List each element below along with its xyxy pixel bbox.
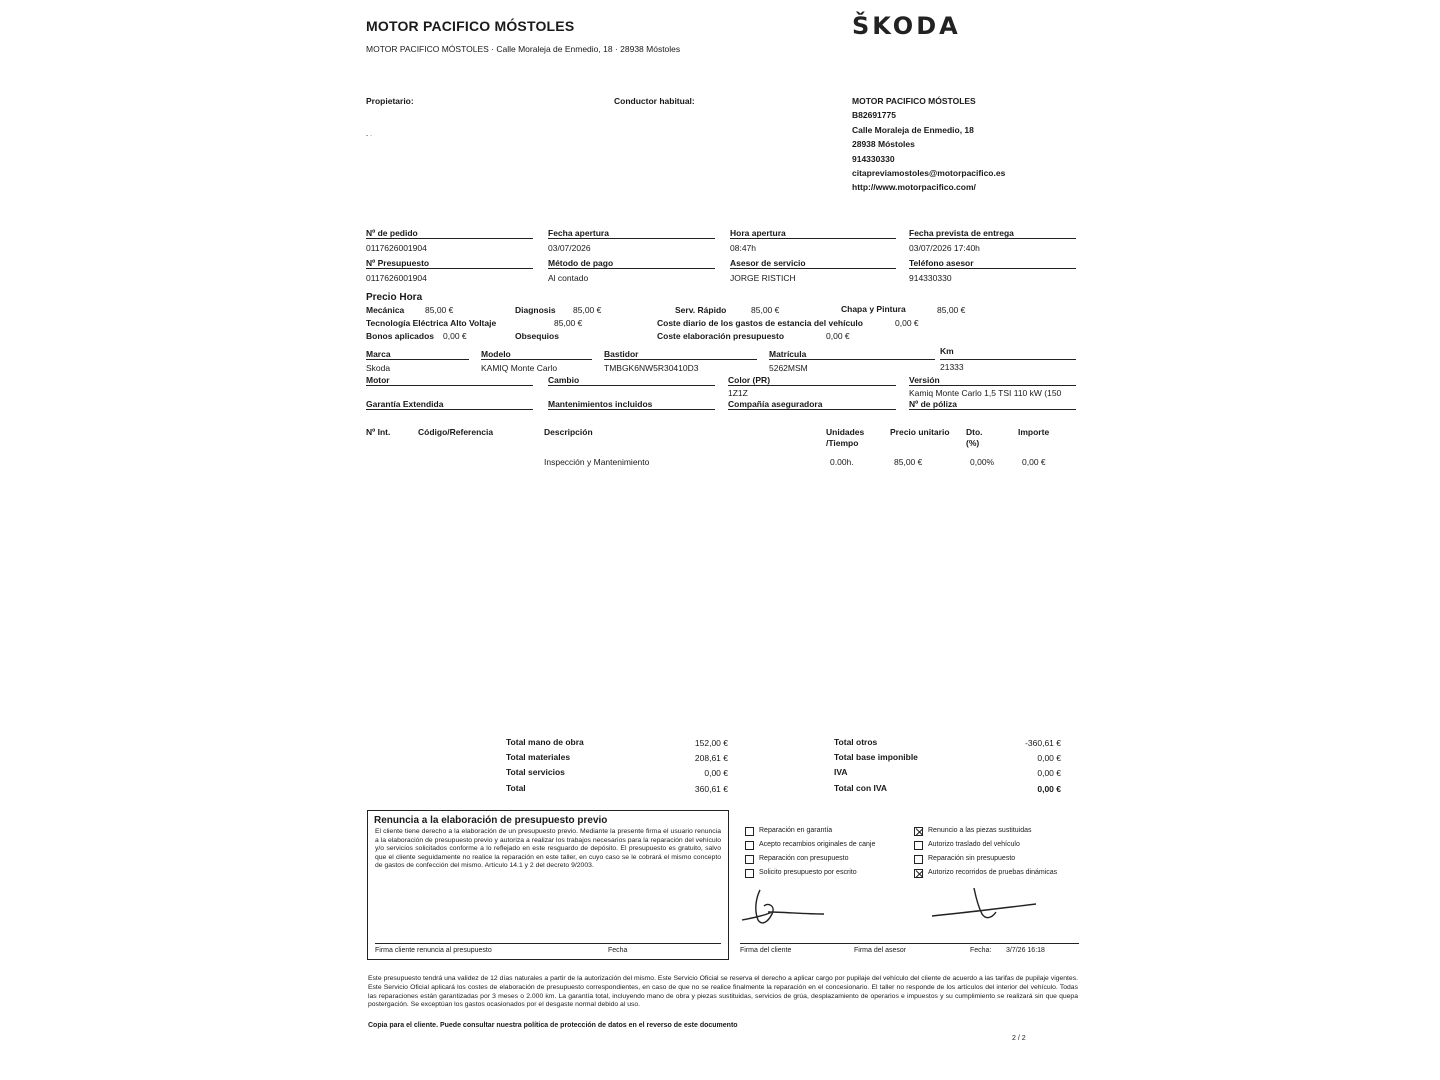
checkbox-traslado-vehiculo[interactable] bbox=[914, 841, 923, 850]
elaboracion-label: Coste elaboración presupuesto bbox=[657, 331, 785, 341]
checkbox-recambios-canje[interactable] bbox=[745, 841, 754, 850]
driver-label: Conductor habitual: bbox=[614, 96, 695, 106]
client-signature-image bbox=[738, 884, 830, 930]
marca-value: Skoda bbox=[366, 363, 391, 373]
bastidor-value: TMBGK6NW5R30410D3 bbox=[604, 363, 699, 373]
garantia-label: Garantía Extendida bbox=[366, 399, 533, 410]
renuncia-signature-line bbox=[375, 943, 721, 944]
checkbox-reparacion-garantia[interactable] bbox=[745, 827, 754, 836]
owner-label: Propietario: bbox=[366, 96, 414, 106]
row-unidades: 0.00h. bbox=[830, 457, 854, 467]
checkbox-reparacion-sin-presupuesto[interactable] bbox=[914, 855, 923, 864]
km-value: 21333 bbox=[940, 362, 964, 372]
company-address: MOTOR PACIFICO MÓSTOLES · Calle Moraleja de Enmedio, 18 · 28938 Móstoles bbox=[366, 44, 681, 54]
renuncia-fecha-label: Fecha bbox=[608, 947, 628, 954]
row-importe: 0,00 € bbox=[1022, 457, 1046, 467]
color-value: 1Z1Z bbox=[728, 388, 748, 398]
total-con-iva: 0,00 € bbox=[1037, 784, 1061, 794]
order-no-label: Nº de pedido bbox=[366, 228, 533, 239]
page-number: 2 / 2 bbox=[1012, 1035, 1026, 1042]
rates-title: Precio Hora bbox=[366, 292, 423, 303]
dealer-tax-id: B82691775 bbox=[852, 110, 896, 120]
company-title: MOTOR PACIFICO MÓSTOLES bbox=[366, 18, 575, 34]
option-label: Reparación con presupuesto bbox=[759, 855, 849, 862]
option-label: Reparación sin presupuesto bbox=[928, 855, 1016, 862]
col-n-int: Nº Int. bbox=[366, 427, 391, 437]
row-dto: 0,00% bbox=[970, 457, 995, 467]
poliza-label: Nº de póliza bbox=[909, 399, 1076, 410]
advisor-phone-label: Teléfono asesor bbox=[909, 258, 1076, 269]
signature-date-label: Fecha: bbox=[970, 947, 992, 954]
checkbox-pruebas-dinamicas[interactable] bbox=[914, 869, 923, 878]
rate-mecanica: 85,00 € bbox=[425, 305, 454, 315]
col-codigo: Código/Referencia bbox=[418, 427, 494, 437]
version-label: Versión bbox=[909, 375, 1076, 386]
delivery-label: Fecha prevista de entrega bbox=[909, 228, 1076, 239]
aseguradora-label: Compañía aseguradora bbox=[728, 399, 896, 410]
delivery-date: 03/07/2026 17:40h bbox=[909, 243, 980, 253]
total-otros-label: Total otros bbox=[834, 737, 878, 747]
col-dto: Dto. bbox=[966, 427, 983, 437]
dealer-name: MOTOR PACIFICO MÓSTOLES bbox=[852, 96, 976, 106]
matricula-value: 5262MSM bbox=[769, 363, 808, 373]
modelo-label: Modelo bbox=[481, 349, 592, 360]
checkbox-reparacion-presupuesto[interactable] bbox=[745, 855, 754, 864]
km-label: Km bbox=[940, 346, 1076, 360]
iva-value: 0,00 € bbox=[1037, 768, 1061, 778]
total-materiales-label: Total materiales bbox=[506, 752, 571, 762]
opening-time-label: Hora apertura bbox=[730, 228, 896, 239]
order-no: 0117626001904 bbox=[366, 243, 427, 253]
rate-estancia: 0,00 € bbox=[895, 318, 919, 328]
total-base-label: Total base imponible bbox=[834, 752, 918, 762]
dealer-phone: 914330330 bbox=[852, 154, 895, 164]
rate-chapa: 85,00 € bbox=[937, 305, 966, 315]
col-descripcion: Descripción bbox=[544, 427, 593, 437]
col-unidades: Unidades bbox=[826, 427, 865, 437]
marca-label: Marca bbox=[366, 349, 469, 360]
owner-value: - · bbox=[366, 132, 373, 139]
option-label: Reparación en garantía bbox=[759, 827, 833, 834]
bonos-label: Bonos aplicados bbox=[366, 331, 435, 341]
dealer-email[interactable]: citapreviamostoles@motorpacifico.es bbox=[852, 168, 1006, 178]
dealer-city: 28938 Móstoles bbox=[852, 139, 915, 149]
col-precio: Precio unitario bbox=[890, 427, 950, 437]
quote-no: 0117626001904 bbox=[366, 273, 427, 283]
skoda-logo: ŠKODA bbox=[852, 12, 961, 40]
total-value: 360,61 € bbox=[694, 784, 728, 794]
payment-label: Método de pago bbox=[548, 258, 715, 269]
total-servicios: 0,00 € bbox=[704, 768, 728, 778]
obsequios-label: Obsequios bbox=[515, 331, 559, 341]
advisor-signature-image bbox=[930, 884, 1040, 924]
total-con-iva-label: Total con IVA bbox=[834, 783, 888, 793]
row-precio: 85,00 € bbox=[894, 457, 923, 467]
signature-date: 3/7/26 16:18 bbox=[1006, 947, 1045, 954]
rate-estancia-label: Coste diario de los gastos de estancia del vehículo bbox=[657, 318, 863, 328]
version-value: Kamiq Monte Carlo 1,5 TSI 110 kW (150 bbox=[909, 388, 1062, 398]
dealer-web[interactable]: http://www.motorpacifico.com/ bbox=[852, 182, 976, 192]
total-materiales: 208,61 € bbox=[694, 753, 728, 763]
checkbox-presupuesto-escrito[interactable] bbox=[745, 869, 754, 878]
cambio-label: Cambio bbox=[548, 375, 715, 386]
bonos-value: 0,00 € bbox=[443, 331, 467, 341]
opening-time: 08:47h bbox=[730, 243, 756, 253]
motor-label: Motor bbox=[366, 375, 533, 386]
dealer-street: Calle Moraleja de Enmedio, 18 bbox=[852, 125, 974, 135]
total-otros: -360,61 € bbox=[1025, 738, 1061, 748]
rate-diagnosis-label: Diagnosis bbox=[515, 305, 556, 315]
rate-diagnosis: 85,00 € bbox=[573, 305, 602, 315]
signatures-line bbox=[740, 943, 1079, 944]
total-label: Total bbox=[506, 783, 526, 793]
option-label: Autorizo traslado del vehículo bbox=[928, 841, 1020, 848]
row-descripcion: Inspección y Mantenimiento bbox=[544, 457, 650, 467]
rate-rapido: 85,00 € bbox=[751, 305, 780, 315]
total-mano-obra: 152,00 € bbox=[694, 738, 728, 748]
renuncia-title: Renuncia a la elaboración de presupuesto previo bbox=[374, 815, 608, 826]
iva-label: IVA bbox=[834, 767, 848, 777]
payment-method: Al contado bbox=[548, 273, 589, 283]
rate-chapa-label: Chapa y Pintura bbox=[841, 304, 906, 314]
option-label: Renuncio a las piezas sustituidas bbox=[928, 827, 1032, 834]
total-mano-obra-label: Total mano de obra bbox=[506, 737, 584, 747]
mantenimientos-label: Mantenimientos incluidos bbox=[548, 399, 715, 410]
rate-electrica: 85,00 € bbox=[554, 318, 583, 328]
elaboracion-value: 0,00 € bbox=[826, 331, 850, 341]
col-tiempo: /Tiempo bbox=[826, 438, 859, 448]
checkbox-renuncio-piezas[interactable] bbox=[914, 827, 923, 836]
bastidor-label: Bastidor bbox=[604, 349, 757, 360]
total-base: 0,00 € bbox=[1037, 753, 1061, 763]
total-servicios-label: Total servicios bbox=[506, 767, 565, 777]
footer-copy-note: Copia para el cliente. Puede consultar nuestra política de protección de datos en el reverso de este documento bbox=[368, 1022, 738, 1029]
advisor-phone: 914330330 bbox=[909, 273, 952, 283]
col-importe: Importe bbox=[1018, 427, 1050, 437]
renuncia-firma-label: Firma cliente renuncia al presupuesto bbox=[375, 947, 492, 954]
option-label: Autorizo recorridos de pruebas dinámicas bbox=[928, 869, 1058, 876]
option-label: Solicito presupuesto por escrito bbox=[759, 869, 857, 876]
footer-conditions: Este presupuesto tendrá una validez de 12 días naturales a partir de la autorización del mismo. Este Servicio Oficial se reserva el derecho a aplicar cargo por pupilaje del vehículo del cliente de acuerdo a las tarifas de pupilaje vigentes. Este Servicio Oficial aplicará los costes de elaboración de presupuesto correspondientes, en caso de que no se realice finalmente la reparación en el concesionario. El taller no responde de los artículos del interior del vehículo. Todas las reparaciones están garantizadas por 3 meses o 2.000 km. La garantía total, incluyendo mano de obra y piezas sustituidas, servicios de grúa, desplazamiento de operarios e impuestos y su cumplimiento se realizará sin que quepa postergación. Se exceptúan los gastos ocasionados por el desgaste normal debido al uso. bbox=[368, 975, 1078, 1009]
modelo-value: KAMIQ Monte Carlo bbox=[481, 363, 558, 373]
col-dto-pct: (%) bbox=[966, 438, 980, 448]
matricula-label: Matrícula bbox=[769, 349, 935, 360]
renuncia-text: El cliente tiene derecho a la elaboración de un presupuesto previo. Mediante la presente firma el usuario renuncia a la elaboración de presupuesto previo y autoriza a realizar los trabajos necesarios para la reparación del vehículo y/o servicios solicitados conforme a lo reflejado en este resguardo de depósito. El presupuesto es gratuito, salvo que el cliente seguidamente no realice la reparación en este taller, en cuyo caso se le cobrará el mismo concepto de gastos de confección del mismo. Artículo 14.1 y 2 del decreto 9/2003. bbox=[375, 828, 721, 870]
opening-date: 03/07/2026 bbox=[548, 243, 591, 253]
option-label: Acepto recambios originales de canje bbox=[759, 841, 876, 848]
client-signature-label: Firma del cliente bbox=[740, 947, 792, 954]
advisor-signature-label: Firma del asesor bbox=[854, 947, 907, 954]
advisor-label: Asesor de servicio bbox=[730, 258, 896, 269]
rate-rapido-label: Serv. Rápido bbox=[675, 305, 727, 315]
color-label: Color (PR) bbox=[728, 375, 896, 386]
advisor-name: JORGE RISTICH bbox=[730, 273, 796, 283]
quote-no-label: Nº Presupuesto bbox=[366, 258, 533, 269]
rate-mecanica-label: Mecánica bbox=[366, 305, 405, 315]
opening-date-label: Fecha apertura bbox=[548, 228, 715, 239]
rate-electrica-label: Tecnología Eléctrica Alto Voltaje bbox=[366, 318, 497, 328]
